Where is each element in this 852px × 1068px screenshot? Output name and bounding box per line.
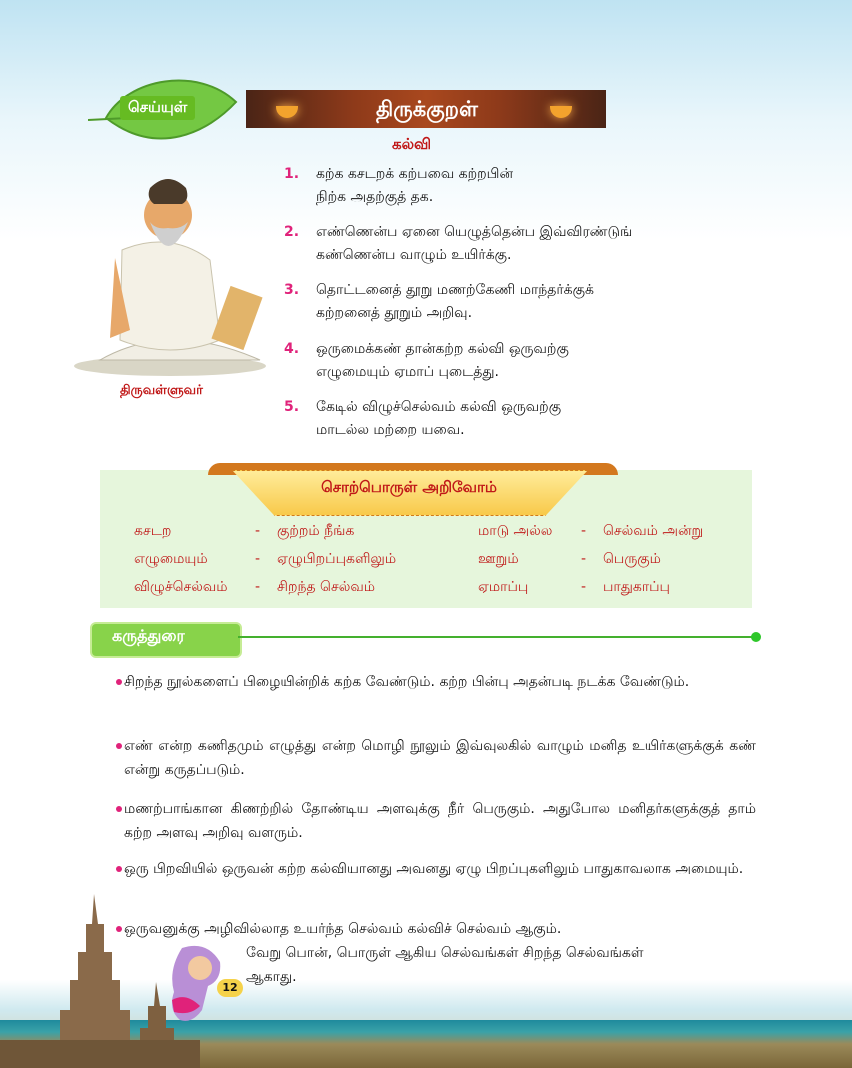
lamp-icon (550, 106, 572, 118)
couplet-number: 1. (284, 166, 300, 182)
couplet-number: 2. (284, 224, 300, 240)
glossary-word: மாடு அல்ல (478, 523, 553, 539)
couplet-line: தொட்டனைத் தூறு மணற்கேணி மாந்தர்க்குக் (316, 282, 594, 298)
couplet-line: கண்ணென்ப வாழும் உயிர்க்கு. (316, 247, 512, 263)
page-title: திருக்குறள் (376, 97, 478, 121)
couplet-line: ஒருமைக்கண் தான்கற்ற கல்வி ஒருவற்கு (316, 341, 569, 357)
meaning-text: சிறந்த நூல்களைப் பிழையின்றிக் கற்க வேண்டும். கற்ற பின்பு அதன்படி நடக்க வேண்டும். (124, 674, 690, 690)
page-number: 12 (217, 979, 243, 997)
glossary-meaning: குற்றம் நீங்க (277, 523, 355, 539)
couplet-line: கற்றனைத் தூறும் அறிவு. (316, 305, 473, 321)
glossary-meaning: பாதுகாப்பு (603, 579, 670, 595)
sage-caption: திருவள்ளுவர் (120, 383, 203, 398)
meaning-point (124, 857, 756, 881)
glossary-word: கசடற (134, 523, 172, 539)
couplet-line: மாடல்ல மற்றை யவை. (316, 422, 465, 438)
glossary-meaning: செல்வம் அன்று (603, 523, 704, 539)
couplet (284, 221, 764, 267)
meaning-point (124, 917, 756, 941)
bullet-icon (116, 679, 122, 685)
meaning-text: எண் என்ற கணிதமும் எழுத்து என்ற மொழி நூலும் இவ்வுலகில் வாழும் மனித உயிர்களுக்குக் கண் என்று கருதப்படும். (124, 738, 756, 778)
glossary-separator: - (255, 579, 261, 595)
glossary-word: ஊறும் (478, 551, 519, 567)
couplet (284, 163, 764, 209)
bullet-icon (116, 866, 122, 872)
meaning-text: ஒருவனுக்கு அழிவில்லாத உயர்ந்த செல்வம் கல்விச் செல்வம் ஆகும். (124, 921, 562, 937)
glossary-separator: - (581, 523, 587, 539)
divider (238, 636, 754, 638)
glossary-meaning: சிறந்த செல்வம் (277, 579, 375, 595)
couplet (284, 279, 764, 325)
couplet-line: நிற்க அதற்குத் தக. (316, 189, 434, 205)
bullet-icon (116, 743, 122, 749)
meaning-text: வேறு பொன், பொருள் ஆகிய செல்வங்கள் சிறந்த செல்வங்கள் (246, 945, 644, 961)
couplet-number: 4. (284, 341, 300, 357)
couplet (284, 396, 764, 442)
meaning-point (124, 734, 756, 782)
glossary-word: விழுச்செல்வம் (134, 579, 228, 595)
meaning-point (124, 797, 756, 845)
couplet-line: கேடில் விழுச்செல்வம் கல்வி ஒருவற்கு (316, 399, 562, 415)
glossary-separator: - (255, 523, 261, 539)
couplet-number: 5. (284, 399, 300, 415)
glossary-word: எழுமையும் (134, 551, 208, 567)
glossary-meaning: பெருகும் (603, 551, 661, 567)
meaning-text: ஆகாது. (246, 969, 297, 985)
chapter-subtitle: கல்வி (392, 135, 432, 153)
bullet-icon (116, 806, 122, 812)
couplet (284, 338, 764, 384)
couplet-number: 3. (284, 282, 300, 298)
couplet-line: எழுமையும் ஏமாப் புடைத்து. (316, 364, 499, 380)
section-label: செய்யுள் (120, 96, 195, 120)
glossary-word: ஏமாப்பு (478, 579, 529, 595)
divider-dot (751, 632, 761, 642)
glossary-separator: - (581, 551, 587, 567)
couplet-line: கற்க கசடறக் கற்பவை கற்றபின் (316, 166, 514, 182)
thiruvalluvar-illustration (70, 170, 270, 380)
glossary-separator: - (255, 551, 261, 567)
meaning-text: மணற்பாங்கான கிணற்றில் தோண்டிய அளவுக்கு நீர் பெருகும். அதுபோல மனிதர்களுக்குத் தாம் கற்ற அளவு அறிவு வளரும். (124, 801, 756, 841)
couplet-line: எண்ணென்ப ஏனை யெழுத்தென்ப இவ்விரண்டுங் (316, 224, 633, 240)
meaning-text: ஒரு பிறவியில் ஒருவன் கற்ற கல்வியானது அவனது ஏழு பிறப்புகளிலும் பாதுகாவலாக அமையும். (124, 861, 744, 877)
karutthurai-title: கருத்துரை (112, 626, 185, 645)
glossary-title: சொற்பொருள் அறிவோம் (321, 478, 497, 496)
lamp-icon (276, 106, 298, 118)
glossary-separator: - (581, 579, 587, 595)
glossary-meaning: ஏழுபிறப்புகளிலும் (277, 551, 397, 567)
meaning-point (124, 670, 756, 694)
